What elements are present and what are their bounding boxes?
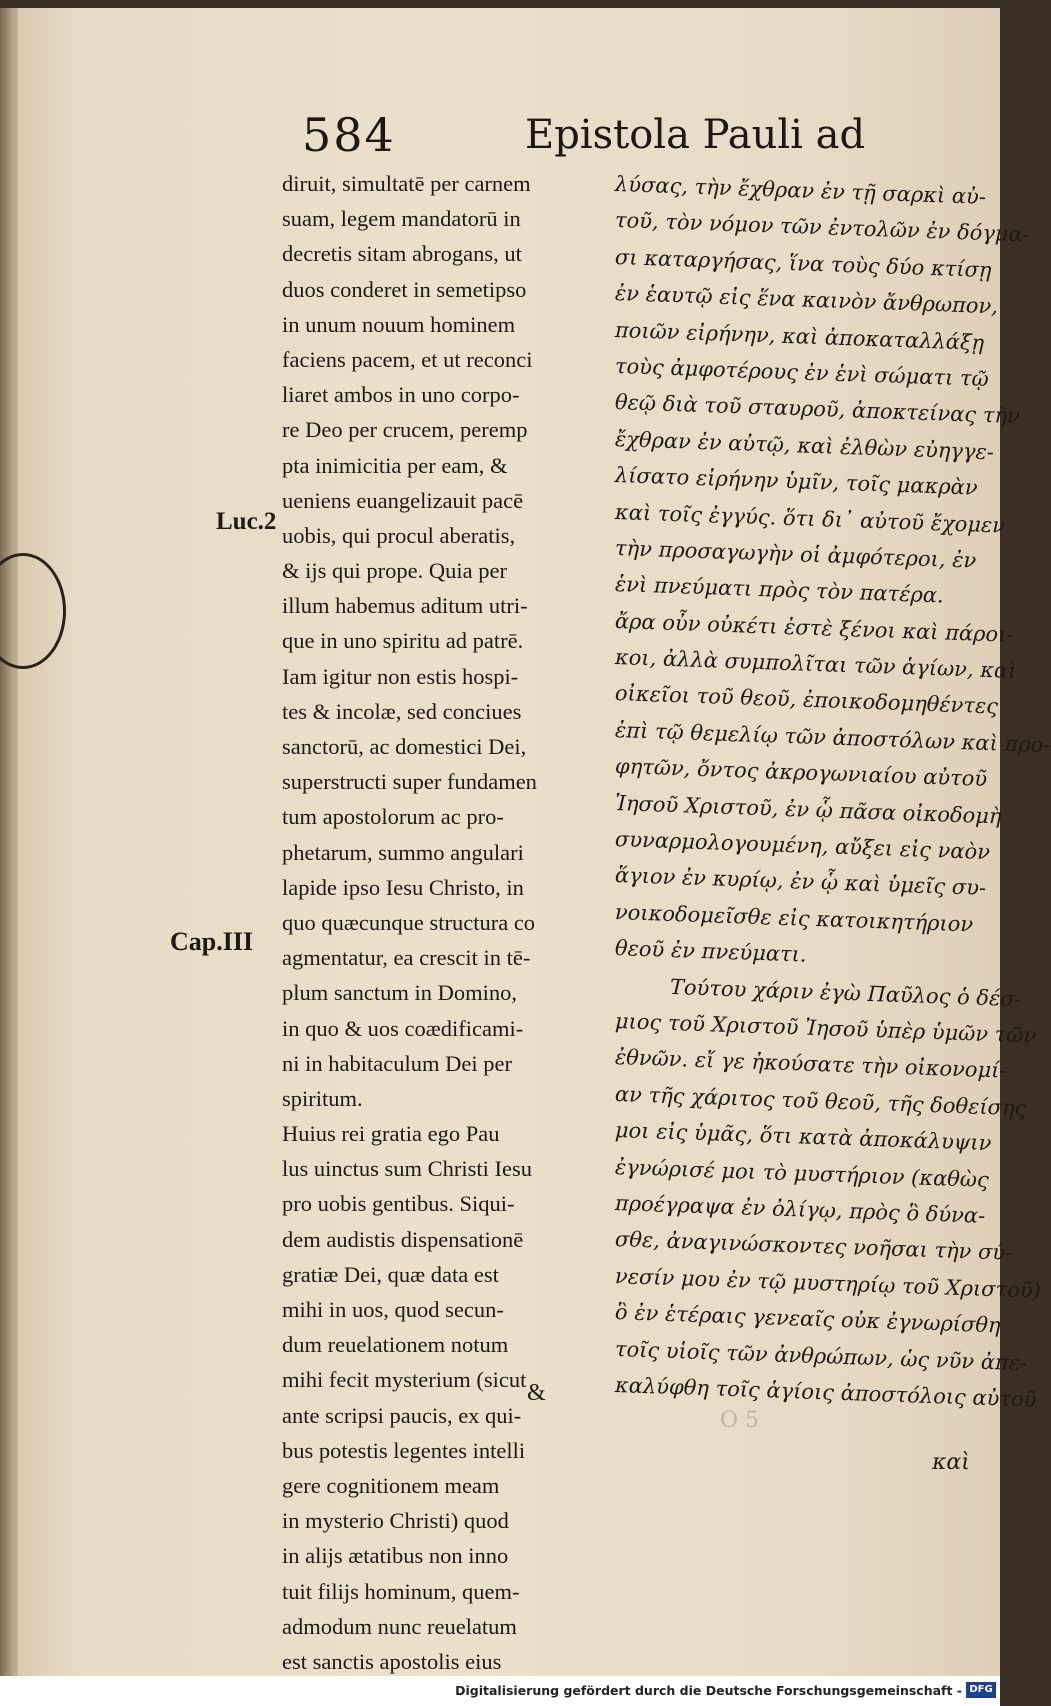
latin-line: ante scripsi paucis, ex qui-: [282, 1402, 522, 1428]
greek-line: ἑνὶ πνεύματι πρὸς τὸν πατέρα.: [614, 572, 945, 608]
latin-column: [282, 166, 602, 1679]
latin-line: dem audistis dispensationē: [282, 1226, 524, 1252]
latin-line: illum habemus aditum utri-: [282, 593, 528, 619]
latin-line: que in uno spiritu ad patrē.: [282, 628, 524, 654]
latin-line: in mysterio Christi) quod: [282, 1508, 509, 1534]
greek-line: τοῦ, τὸν νόμον τῶν ἐντολῶν ἐν δόγμα-: [614, 208, 1031, 247]
latin-line: tuit filijs hominum, quem-: [282, 1578, 520, 1604]
greek-line: φητῶν, ὄντος ἀκρογωνιαίου αὐτοῦ: [614, 754, 988, 792]
latin-line: bus potestis legentes intelli: [282, 1437, 526, 1463]
margin-note-cap: Cap.III: [170, 927, 254, 956]
latin-line: gere cognitionem meam: [282, 1472, 500, 1498]
greek-line: τοῖς υἱοῖς τῶν ἀνθρώπων, ὡς νῦν ἀπε-: [614, 1336, 1028, 1375]
latin-line: lus uinctus sum Christi Iesu: [282, 1156, 533, 1182]
greek-column: [614, 166, 1051, 1412]
greek-line: Ἰησοῦ Χριστοῦ, ἐν ᾧ πᾶσα οἰκοδομὴ: [614, 790, 1002, 829]
latin-line: duos conderet in semetipso: [282, 276, 527, 302]
latin-line: gratiæ Dei, quæ data est: [282, 1261, 499, 1287]
latin-line: est sanctis apostolis eius: [282, 1648, 502, 1674]
greek-line: συναρμολογουμένη, αὔξει εἰς ναὸν: [614, 827, 991, 865]
greek-line: ἐθνῶν. εἴ γε ἠκούσατε τὴν οἰκονομί-: [614, 1045, 1007, 1084]
latin-line: Iam igitur non estis hospi-: [282, 663, 519, 689]
greek-line: θεῷ διὰ τοῦ σταυροῦ, ἀποκτείνας τὴν: [614, 390, 1021, 429]
greek-line: μοι εἰς ὑμᾶς, ὅτι κατὰ ἀποκάλυψιν: [614, 1118, 992, 1156]
latin-line: suam, legem mandatorū in: [282, 206, 521, 232]
latin-line: uobis, qui procul aberatis,: [282, 522, 516, 548]
latin-line: phetarum, summo angulari: [282, 839, 524, 865]
greek-line: τοὺς ἀμφοτέρους ἐν ἑνὶ σώματι τῷ: [614, 353, 990, 391]
latin-line: liaret ambos in uno corpo-: [282, 382, 520, 408]
latin-line: pro uobis gentibus. Siqui-: [282, 1191, 515, 1217]
latin-line: in alijs ætatibus non inno: [282, 1543, 509, 1569]
latin-line: superstructi super fundamen: [282, 769, 537, 795]
latin-line: mihi in uos, quod secun-: [282, 1297, 504, 1322]
latin-line: dum reuelationem notum: [282, 1332, 509, 1358]
footer-bar: [0, 1676, 1000, 1706]
margin-note-luc: Luc.2: [216, 508, 277, 535]
greek-line: αν τῆς χάριτος τοῦ θεοῦ, τῆς δοθείσης: [614, 1081, 1027, 1121]
latin-line: pta inimicitia per eam, &: [282, 452, 508, 478]
greek-line: τὴν προσαγωγὴν οἱ ἀμφότεροι, ἐν: [614, 535, 977, 573]
latin-line: diruit, simultatē per carnem: [282, 171, 531, 196]
greek-line: νεσίν μου ἐν τῷ μυστηρίῳ τοῦ Χριστοῦ): [614, 1263, 1042, 1303]
latin-line: plum sanctum in Domino,: [282, 980, 517, 1006]
dfg-logo-icon: DFG: [966, 1682, 996, 1698]
latin-line: agmentatur, ea crescit in tē-: [282, 945, 531, 971]
greek-line: κοι, ἀλλὰ συμπολῖται τῶν ἁγίων, καὶ: [614, 645, 1017, 684]
latin-line: mihi fecit mysterium (sicut: [282, 1367, 527, 1393]
latin-line: in unum nouum hominem: [282, 311, 516, 337]
catchword-latin: &: [527, 1380, 546, 1406]
latin-line: lapide ipso Iesu Christo, in: [282, 874, 524, 900]
latin-line: in quo & uos coædificami-: [282, 1015, 524, 1041]
greek-line: ἐν ἑαυτῷ εἰς ἕνα καινὸν ἄνθρωπον,: [614, 281, 999, 319]
greek-line: σθε, ἀναγινώσκοντες νοῆσαι τὴν σύ-: [614, 1227, 1013, 1266]
greek-line: καλύφθη τοῖς ἁγίοις ἀποστόλοις αὐτοῦ: [614, 1372, 1037, 1412]
latin-line: decretis sitam abrogans, ut: [282, 241, 522, 267]
latin-line: quo quæcunque structura co: [282, 909, 536, 935]
latin-line: tes & incolæ, sed conciues: [282, 698, 522, 724]
latin-line: sanctorū, ac domestici Dei,: [282, 734, 527, 759]
latin-line: spiritum.: [282, 1085, 363, 1111]
latin-line: faciens pacem, et ut reconci: [282, 346, 533, 372]
bleed-through-text: O 5: [720, 1408, 760, 1433]
page-number: 584: [302, 108, 396, 162]
latin-line: & ijs qui prope. Quia per: [282, 558, 507, 584]
greek-line: ὃ ἐν ἑτέραις γενεαῖς οὐκ ἐγνωρίσθη: [614, 1300, 1001, 1338]
greek-line: Τούτου χάριν ἐγὼ Παῦλος ὁ δέσ-: [669, 974, 1023, 1011]
binding-ring: [0, 553, 66, 669]
greek-line: θεοῦ ἐν πνεύματι.: [614, 936, 807, 967]
greek-line: λύσας, τὴν ἔχθραν ἐν τῇ σαρκὶ αὐ-: [614, 172, 987, 209]
footer-credit: Digitalisierung gefördert durch die Deutsche Forschungsgemeinschaft -: [455, 1683, 962, 1698]
latin-line: tum apostolorum ac pro-: [282, 804, 504, 830]
greek-line: προέγραψα ἐν ὀλίγῳ, πρὸς ὃ δύνα-: [614, 1190, 986, 1228]
greek-line: λίσατο εἰρήνην ὑμῖν, τοῖς μακρὰν: [614, 463, 979, 500]
greek-line: ἄρα οὖν οὐκέτι ἐστὲ ξένοι καὶ πάροι-: [614, 608, 1014, 647]
greek-line: ἐγνώρισέ μοι τὸ μυστήριον (καθὼς: [614, 1154, 990, 1192]
greek-line: σι καταργήσας, ἵνα τοὺς δύο κτίσῃ: [614, 244, 992, 282]
greek-line: ἔχθραν ἐν αὐτῷ, καὶ ἐλθὼν εὐηγγε-: [614, 426, 995, 464]
greek-line: οἰκεῖοι τοῦ θεοῦ, ἐποικοδομηθέντες: [614, 681, 999, 719]
greek-line: μιος τοῦ Χριστοῦ Ἰησοῦ ὑπὲρ ὑμῶν τῶν: [614, 1008, 1037, 1048]
catchword-greek: καὶ: [932, 1450, 970, 1475]
greek-line: καὶ τοῖς ἐγγύς. ὅτι δι᾽ αὐτοῦ ἔχομεν: [614, 499, 1006, 538]
latin-line: ni in habitaculum Dei per: [282, 1050, 512, 1076]
greek-line: ποιῶν εἰρήνην, καὶ ἀποκαταλλάξῃ: [614, 317, 985, 355]
running-title: Epistola Pauli ad: [525, 112, 866, 158]
latin-line: Huius rei gratia ego Pau: [282, 1121, 500, 1147]
latin-line: re Deo per crucem, peremp: [282, 417, 528, 443]
greek-line: νοικοδομεῖσθε εἰς κατοικητήριον: [614, 899, 974, 937]
greek-line: ἐπὶ τῷ θεμελίῳ τῶν ἀποστόλων καὶ προ-: [614, 717, 1051, 758]
latin-line: ueniens euangelizauit pacē: [282, 487, 524, 513]
greek-line: ἅγιον ἐν κυρίῳ, ἐν ᾧ καὶ ὑμεῖς συ-: [614, 863, 987, 901]
latin-line: admodum nunc reuelatum: [282, 1613, 517, 1639]
